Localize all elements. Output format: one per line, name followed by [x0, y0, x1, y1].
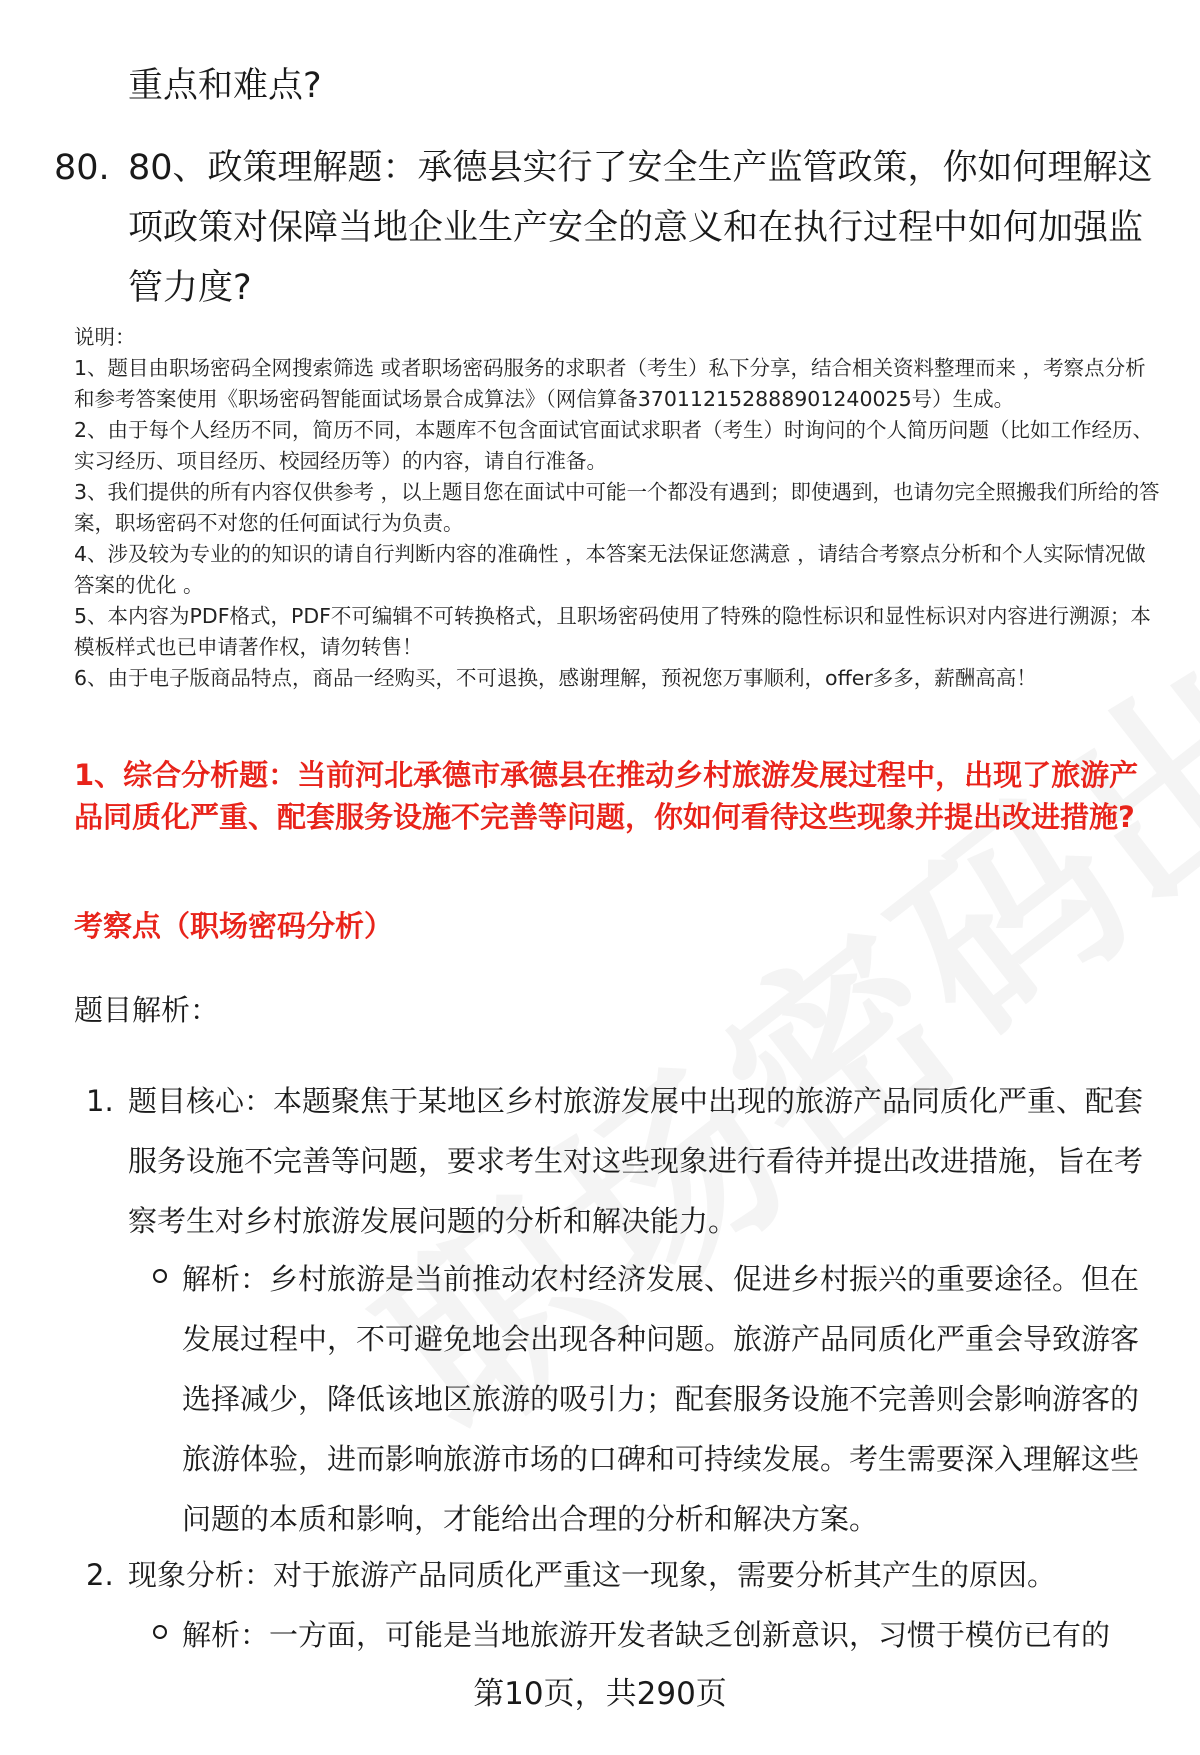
sub-item-text: 解析：乡村旅游是当前推动农村经济发展、促进乡村振兴的重要途径。但在发展过程中，不可避免地会出现各种问题。旅游产品同质化严重会导致游客选择减少，降低该地区旅游的吸引力；配套服务设施不完善则会影响游客的旅游体验，进而影响旅游市场的口碑和可持续发展。考生需要深入理解这些问题的本质和影响，才能给出合理的分析和解决方案。 — [182, 1262, 1140, 1536]
list-item-number: 2. — [86, 1558, 114, 1592]
note-item: 5、本内容为PDF格式，PDF不可编辑不可转换格式，且职场密码使用了特殊的隐性标识和显性标识对内容进行溯源；本模板样式也已申请著作权，请勿转售！ — [74, 604, 1151, 659]
kaocha-heading: 考察点（职场密码分析） — [74, 909, 394, 943]
note-item: 4、涉及较为专业的的知识的请自行判断内容的准确性 ，本答案无法保证您满意 ，请结合考察点分析和个人实际情况做答案的优化 。 — [74, 542, 1146, 597]
note-item: 6、由于电子版商品特点，商品一经购买，不可退换，感谢理解，预祝您万事顺利，offer多多，薪酬高高！ — [74, 666, 1037, 690]
note-item: 3、我们提供的所有内容仅供参考 ，以上题目您在面试中可能一个都没有遇到；即使遇到，也请勿完全照搬我们所给的答案，职场密码不对您的任何面试行为负责。 — [74, 480, 1160, 535]
note-item: 2、由于每个人经历不同，简历不同，本题库不包含面试官面试求职者（考生）时询问的个人简历问题（比如工作经历、实习经历、项目经历、校园经历等）的内容，请自行准备。 — [74, 418, 1154, 473]
notes-title: 说明： — [74, 325, 136, 349]
circle-bullet-icon — [153, 1269, 167, 1283]
analysis-label: 题目解析： — [74, 993, 220, 1027]
list-item-text: 现象分析：对于旅游产品同质化严重这一现象，需要分析其产生的原因。 — [128, 1558, 1057, 1592]
list-item-number: 1. — [86, 1084, 114, 1118]
page-footer: 第10页，共290页 — [473, 1676, 727, 1712]
question-80-text: 80、政策理解题：承德县实行了安全生产监管政策，你如何理解这项政策对保障当地企业生产安全的意义和在执行过程中如何加强监管力度? — [128, 148, 1153, 308]
continued-question-text: 重点和难点? — [128, 66, 322, 106]
note-item: 1、题目由职场密码全网搜索筛选 或者职场密码服务的求职者（考生）私下分享，结合相关资料整理而来 ，考察点分析和参考答案使用《职场密码智能面试场景合成算法》（网信算备370112152888901240025号）生成。 — [74, 356, 1146, 411]
question-80-number: 80. — [54, 148, 110, 188]
sub-item-text: 解析：一方面，可能是当地旅游开发者缺乏创新意识，习惯于模仿已有的 — [182, 1618, 1111, 1652]
notes-section — [74, 322, 1164, 694]
question-1-heading: 1、综合分析题：当前河北承德市承德县在推动乡村旅游发展过程中，出现了旅游产品同质化严重、配套服务设施不完善等问题，你如何看待这些现象并提出改进措施? — [74, 758, 1139, 834]
list-item-text: 题目核心：本题聚焦于某地区乡村旅游发展中出现的旅游产品同质化严重、配套服务设施不完善等问题，要求考生对这些现象进行看待并提出改进措施，旨在考察考生对乡村旅游发展问题的分析和解决能力。 — [128, 1084, 1144, 1238]
circle-bullet-icon — [153, 1625, 167, 1639]
